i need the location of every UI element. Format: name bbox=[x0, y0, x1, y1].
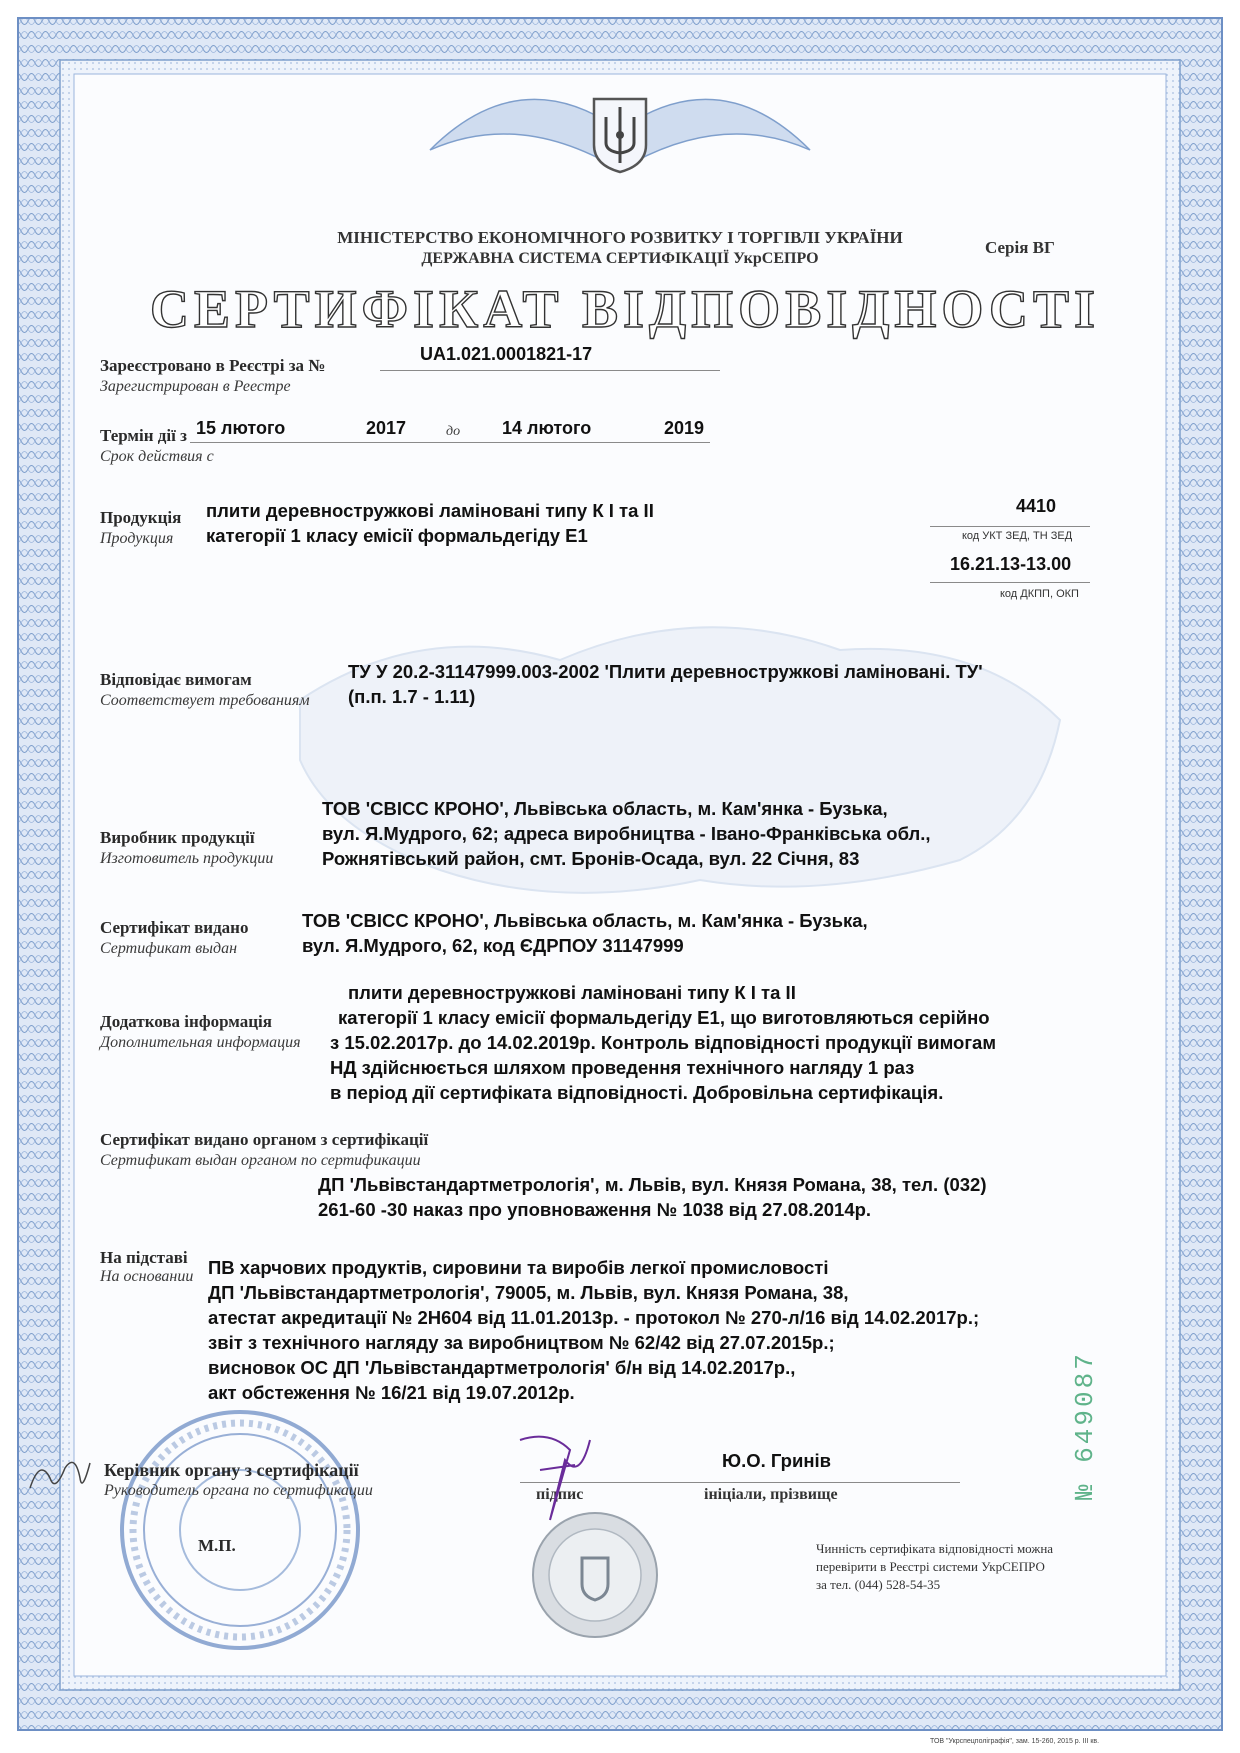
body-sublabel: Сертификат выдан органом по сертификации bbox=[100, 1152, 421, 1169]
validity-label: Термін дії з bbox=[100, 426, 187, 445]
product-line-2: категорії 1 класу емісії формальдегіду Е1 bbox=[206, 525, 588, 546]
validity-to-year: 2019 bbox=[664, 418, 705, 438]
body-line-2: 261-60 -30 наказ про уповноваження № 1038 від 27.08.2014р. bbox=[318, 1199, 872, 1220]
validity-to-word: до bbox=[446, 424, 461, 439]
validity-from-year: 2017 bbox=[366, 418, 407, 438]
issued-to-line-1: ТОВ 'СВІСС КРОНО', Львівська область, м. Кам'янка - Бузька, bbox=[302, 910, 868, 931]
manufacturer-line-1: ТОВ 'СВІСС КРОНО', Львівська область, м. Кам'янка - Бузька, bbox=[322, 798, 888, 819]
printer-note: ТОВ "Укрспецполіграфія", зам. 15-260, 2015 р. III кв. bbox=[930, 1738, 1100, 1745]
handwritten-signature bbox=[510, 1420, 600, 1530]
serial-number: № 649087 bbox=[1070, 1351, 1100, 1500]
registry-sublabel: Зарегистрирован в Реестре bbox=[100, 378, 291, 395]
signer-name: Ю.О. Гринів bbox=[722, 1450, 832, 1471]
basis-line-5: висновок ОС ДП 'Львівстандартметрологія' б/н від 14.02.2017р., bbox=[208, 1357, 796, 1378]
round-stamp bbox=[110, 1400, 370, 1660]
body-label: Сертифікат видано органом з сертифікації bbox=[100, 1130, 429, 1149]
requirements-line-1: ТУ У 20.2-31147999.003-2002 'Плити деревностружкові ламіновані. ТУ' bbox=[348, 661, 983, 682]
sign-label: підпис bbox=[536, 1486, 584, 1503]
additional-label: Додаткова інформація bbox=[100, 1012, 272, 1031]
issued-to-sublabel: Сертификат выдан bbox=[100, 940, 238, 957]
basis-line-6: акт обстеження № 16/21 від 19.07.2012р. bbox=[208, 1382, 575, 1403]
basis-line-4: звіт з технічного нагляду за виробництвом № 62/42 від 27.07.2015р.; bbox=[208, 1332, 835, 1353]
side-initials bbox=[20, 1448, 100, 1508]
manufacturer-line-2: вул. Я.Мудрого, 62; адреса виробництва - Івано-Франківська обл., bbox=[322, 823, 931, 844]
manufacturer-sublabel: Изготовитель продукции bbox=[100, 850, 274, 867]
product-label: Продукція bbox=[100, 508, 182, 527]
product-code-uktzed: 4410 bbox=[1016, 496, 1057, 516]
additional-line-5: в період дії сертифіката відповідності. Добровільна сертифікація. bbox=[330, 1082, 944, 1103]
additional-sublabel: Дополнительная информация bbox=[100, 1034, 301, 1051]
product-code-dkpp: 16.21.13-13.00 bbox=[950, 554, 1072, 574]
requirements-sublabel: Соответствует требованиям bbox=[100, 692, 310, 709]
additional-line-1: плити деревностружкові ламіновані типу К І та ІІ bbox=[348, 982, 796, 1003]
basis-line-1: ПВ харчових продуктів, сировини та виробів легкої промисловості bbox=[208, 1257, 829, 1278]
basis-label: На підставі bbox=[100, 1248, 188, 1267]
verify-note bbox=[816, 1540, 1053, 1594]
product-sublabel: Продукция bbox=[100, 530, 174, 547]
issued-to-label: Сертифікат видано bbox=[100, 918, 249, 937]
additional-line-2: категорії 1 класу емісії формальдегіду Е1, що виготовляються серійно bbox=[338, 1007, 990, 1028]
additional-line-3: з 15.02.2017р. до 14.02.2019р. Контроль відповідності продукції вимогам bbox=[330, 1032, 997, 1053]
product-code-uktzed-label: код УКТ ЗЕД, ТН ЗЕД bbox=[962, 530, 1073, 542]
additional-line-4: НД здійснюється шляхом проведення технічного нагляду 1 раз bbox=[330, 1057, 915, 1078]
product-line-1: плити деревностружкові ламіновані типу К І та ІІ bbox=[206, 500, 654, 521]
series-label: Серія ВГ bbox=[985, 238, 1055, 257]
manufacturer-line-3: Рожнятівський район, смт. Бронів-Осада, вул. 22 Січня, 83 bbox=[322, 848, 860, 869]
certificate-title: СЕРТИФІКАТ ВІДПОВІДНОСТІ bbox=[150, 279, 1101, 339]
ministry-header: МІНІСТЕРСТВО ЕКОНОМІЧНОГО РОЗВИТКУ І ТОРГІВЛІ УКРАЇНИ bbox=[337, 228, 903, 247]
product-code-dkpp-label: код ДКПП, ОКП bbox=[1000, 588, 1079, 600]
registry-label: Зареєстровано в Реєстрі за № bbox=[100, 356, 326, 375]
system-header: ДЕРЖАВНА СИСТЕМА СЕРТИФІКАЦІЇ УкрСЕПРО bbox=[421, 250, 819, 267]
verify-note-line-2: перевірити в Реєстрі системи УкрСЕПРО bbox=[816, 1559, 1045, 1574]
manufacturer-label: Виробник продукції bbox=[100, 828, 255, 847]
basis-line-2: ДП 'Львівстандартметрологія', 79005, м. Львів, вул. Князя Романа, 38, bbox=[208, 1282, 849, 1303]
body-line-1: ДП 'Львівстандартметрологія', м. Львів, вул. Князя Романа, 38, тел. (032) bbox=[318, 1174, 987, 1195]
basis-sublabel: На основании bbox=[100, 1268, 194, 1285]
coat-of-arms-icon bbox=[590, 95, 650, 175]
requirements-line-2: (п.п. 1.7 - 1.11) bbox=[348, 686, 476, 707]
validity-sublabel: Срок действия с bbox=[100, 448, 214, 465]
seal-place-label: М.П. bbox=[198, 1536, 236, 1555]
head-label: Керівник органу з сертифікації bbox=[104, 1460, 359, 1480]
name-label: ініціали, прізвище bbox=[704, 1486, 838, 1503]
validity-to-day: 14 лютого bbox=[502, 418, 592, 438]
requirements-label: Відповідає вимогам bbox=[100, 670, 252, 689]
issued-to-line-2: вул. Я.Мудрого, 62, код ЄДРПОУ 31147999 bbox=[302, 935, 684, 956]
head-sublabel: Руководитель органа по сертификации bbox=[104, 1482, 373, 1499]
basis-line-3: атестат акредитації № 2Н604 від 11.01.2013р. - протокол № 270-л/16 від 14.02.2017р.; bbox=[208, 1307, 980, 1328]
registry-number: UA1.021.0001821-17 bbox=[420, 344, 593, 364]
verify-note-line-3: за тел. (044) 528-54-35 bbox=[816, 1577, 941, 1592]
verify-note-line-1: Чинність сертифіката відповідності можна bbox=[816, 1541, 1054, 1556]
validity-from-day: 15 лютого bbox=[196, 418, 286, 438]
